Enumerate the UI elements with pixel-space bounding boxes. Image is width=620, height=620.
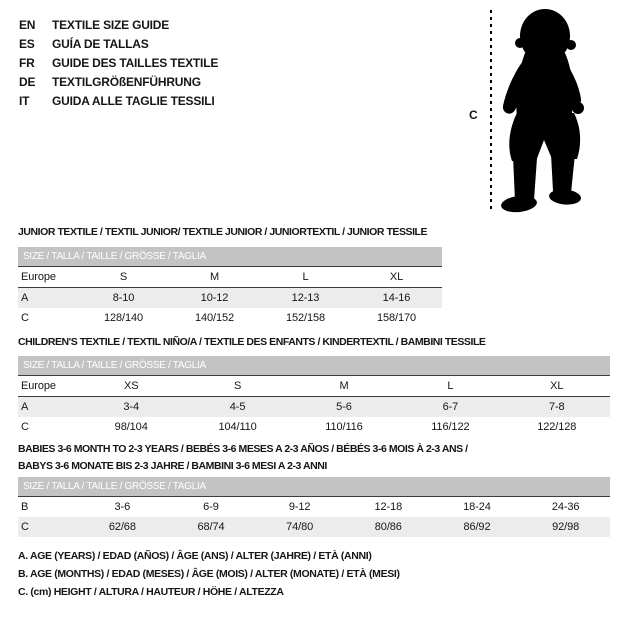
age-cell: 9-12 bbox=[288, 501, 311, 513]
row-label: A bbox=[21, 292, 29, 304]
height-cell: 152/158 bbox=[285, 312, 326, 324]
size-cell: XL bbox=[504, 376, 610, 397]
footnote-b: B. AGE (MONTHS) / EDAD (MESES) / ÂGE (MOIS) / ALTER (MONATE) / ETÀ (MESI) bbox=[18, 568, 400, 580]
language-label: TEXTILGRÖßENFÜHRUNG bbox=[52, 74, 201, 89]
height-cell: 122/128 bbox=[537, 421, 577, 433]
size-cell: S bbox=[78, 267, 169, 288]
height-cell: 110/116 bbox=[325, 421, 363, 433]
size-header-band: SIZE / TALLA / TAILLE / GRÖSSE / TAGLIA bbox=[18, 356, 610, 376]
height-measure-label: C bbox=[469, 108, 478, 122]
language-row bbox=[19, 53, 218, 72]
age-cell: 3-6 bbox=[114, 501, 131, 513]
baby-silhouette-icon bbox=[498, 9, 590, 215]
size-cell: S bbox=[184, 376, 290, 397]
babies-table-title-line1: BABIES 3-6 MONTH TO 2-3 YEARS / BEBÉS 3-6 MESES A 2-3 AÑOS / BÉBÉS 3-6 MOIS À 2-3 ANS / bbox=[18, 443, 468, 455]
language-legend bbox=[19, 15, 218, 110]
table-row bbox=[18, 517, 610, 537]
language-code: ES bbox=[19, 36, 35, 51]
age-cell: 6-7 bbox=[442, 401, 459, 413]
age-cell: 8-10 bbox=[112, 292, 135, 304]
language-code: EN bbox=[19, 17, 36, 32]
table-row bbox=[18, 417, 610, 437]
height-cell: 80/86 bbox=[374, 521, 402, 533]
age-cell: 10-12 bbox=[200, 292, 229, 304]
age-cell: 7-8 bbox=[548, 401, 565, 413]
height-cell: 98/104 bbox=[114, 421, 148, 433]
footnote-c: C. (cm) HEIGHT / ALTURA / HAUTEUR / HÖHE / ALTEZZA bbox=[18, 586, 284, 598]
height-cell: 86/92 bbox=[463, 521, 491, 533]
size-cell: XS bbox=[78, 376, 184, 397]
children-table-title: CHILDREN'S TEXTILE / TEXTIL NIÑO/A / TEXTILE DES ENFANTS / KINDERTEXTIL / BAMBINI TESSILE bbox=[18, 336, 486, 348]
language-label: GUIDE DES TAILLES TEXTILE bbox=[52, 55, 219, 70]
row-label: B bbox=[21, 501, 29, 513]
size-cell: M bbox=[291, 376, 397, 397]
height-cell: 74/80 bbox=[286, 521, 314, 533]
age-cell: 12-13 bbox=[291, 292, 320, 304]
row-label: Europe bbox=[18, 376, 78, 397]
language-code: DE bbox=[19, 74, 36, 89]
children-size-table bbox=[18, 356, 610, 437]
height-cell: 116/122 bbox=[431, 421, 470, 433]
language-label: TEXTILE SIZE GUIDE bbox=[52, 17, 170, 32]
height-cell: 62/68 bbox=[108, 521, 136, 533]
age-cell: 3-4 bbox=[123, 401, 139, 413]
language-row bbox=[19, 15, 218, 34]
row-label: C bbox=[21, 312, 29, 324]
footnotes bbox=[18, 547, 400, 601]
size-cell: M bbox=[169, 267, 260, 288]
table-row bbox=[18, 497, 610, 517]
table-row bbox=[18, 308, 442, 328]
size-header-band: SIZE / TALLA / TAILLE / GRÖSSE / TAGLIA bbox=[18, 477, 610, 497]
language-label: GUÍA DE TALLAS bbox=[52, 36, 149, 51]
junior-size-table bbox=[18, 247, 442, 328]
junior-table-title: JUNIOR TEXTILE / TEXTIL JUNIOR/ TEXTILE JUNIOR / JUNIORTEXTIL / JUNIOR TESSILE bbox=[18, 226, 428, 238]
footnote-a: A. AGE (YEARS) / EDAD (AÑOS) / ÂGE (ANS) / ALTER (JAHRE) / ETÀ (ANNI) bbox=[18, 550, 372, 562]
row-label: Europe bbox=[18, 267, 78, 288]
age-cell: 5-6 bbox=[336, 401, 352, 413]
language-row bbox=[19, 72, 218, 91]
language-code: FR bbox=[19, 55, 35, 70]
height-cell: 128/140 bbox=[103, 312, 144, 324]
table-row bbox=[18, 288, 442, 309]
language-row bbox=[19, 34, 218, 53]
height-measure-dotted-line bbox=[490, 10, 492, 213]
size-cell: XL bbox=[351, 267, 442, 288]
table-row bbox=[18, 267, 442, 288]
age-cell: 24-36 bbox=[551, 501, 580, 513]
babies-table-title-line2: BABYS 3-6 MONATE BIS 2-3 JAHRE / BAMBINI 3-6 MESI A 2-3 ANNI bbox=[18, 460, 327, 472]
babies-size-table bbox=[18, 477, 610, 537]
age-cell: 6-9 bbox=[203, 501, 219, 513]
table-row bbox=[18, 376, 610, 397]
size-header-band: SIZE / TALLA / TAILLE / GRÖSSE / TAGLIA bbox=[18, 247, 442, 267]
height-cell: 104/110 bbox=[218, 421, 257, 433]
language-row bbox=[19, 91, 218, 110]
row-label: C bbox=[21, 421, 29, 433]
height-cell: 92/98 bbox=[552, 521, 580, 533]
size-cell: L bbox=[260, 267, 351, 288]
age-cell: 18-24 bbox=[463, 501, 491, 513]
language-code: IT bbox=[19, 93, 30, 108]
height-cell: 158/170 bbox=[376, 312, 417, 324]
row-label: A bbox=[21, 401, 29, 413]
babies-table-title bbox=[18, 441, 468, 475]
table-row bbox=[18, 397, 610, 418]
height-cell: 68/74 bbox=[197, 521, 225, 533]
row-label: C bbox=[21, 521, 29, 533]
size-cell: L bbox=[397, 376, 503, 397]
age-cell: 4-5 bbox=[229, 401, 246, 413]
height-cell: 140/152 bbox=[194, 312, 235, 324]
age-cell: 12-18 bbox=[374, 501, 403, 513]
age-cell: 14-16 bbox=[382, 292, 411, 304]
language-label: GUIDA ALLE TAGLIE TESSILI bbox=[52, 93, 215, 108]
